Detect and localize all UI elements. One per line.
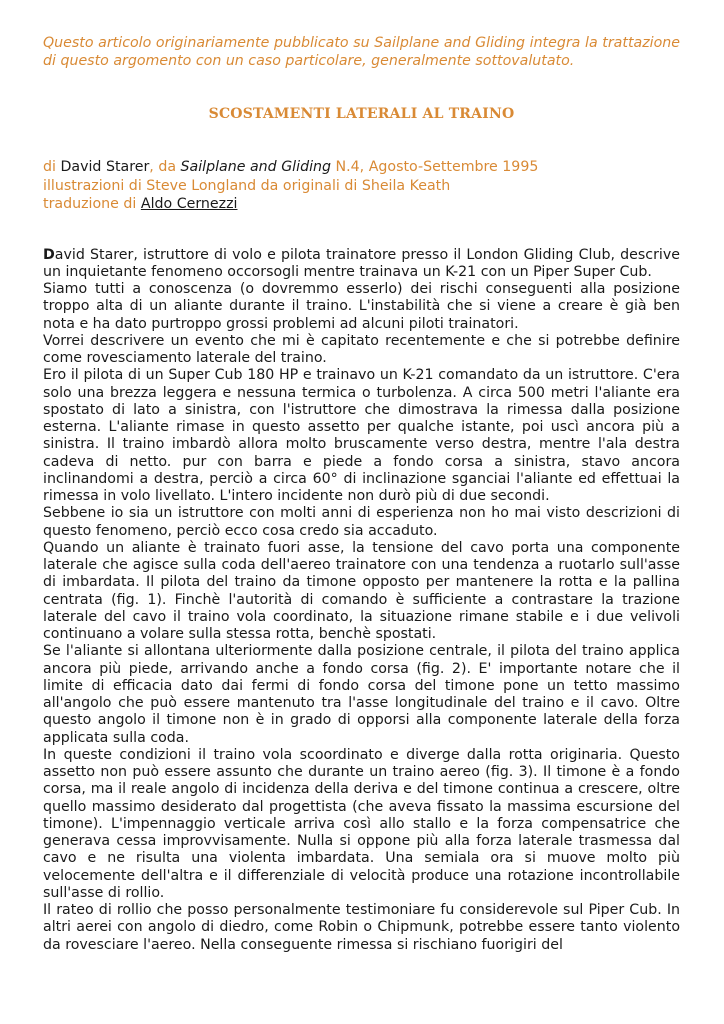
source-prefix: , da xyxy=(149,159,181,175)
byline xyxy=(43,158,680,177)
body-paragraph: Quando un aliante è trainato fuori asse, la tensione del cavo porta una componente laterale che agisce sulla coda dell'aereo trainatore con una tendenza a ruotarlo sull'asse di imbardata. Il pilota del traino da timone opposto per mantenere la rotta e la pallina centrata (fig. 1). Finchè l'autorità di comando è sufficiente a contrastare la trazione laterale del cavo il traino vola coordinato, la situazione rimane stabile e i due velivoli continuano a volare sulla stessa rotta, benchè spostati. xyxy=(43,539,680,642)
body-paragraph: Il rateo di rollio che posso personalmente testimoniare fu considerevole sul Piper Cub. In altri aerei con angolo di diedro, come Robin o Chipmunk, potrebbe essere tanto violento da rovesciare l'aereo. Nella conseguente rimessa si rischiano fuorigiri del xyxy=(43,902,680,953)
body-paragraph: Vorrei descrivere un evento che mi è capitato recentemente e che si potrebbe definire come rovesciamento laterale del traino. xyxy=(43,332,680,366)
article-credits xyxy=(43,158,680,214)
translation-prefix: traduzione di xyxy=(43,196,141,212)
translation-credit xyxy=(43,195,680,214)
body-paragraph: Ero il pilota di un Super Cub 180 HP e trainavo un K-21 comandato da un istruttore. C'era solo una brezza leggera e nessuna termica o turbolenza. A circa 500 metri l'aliante era spostato di lato a sinistra, con l'istruttore che dimostrava la rimessa dalla posizione esterna. L'aliante rimase in questo assetto per qualche istante, poi uscì ancora più a sinistra. Il traino imbardò allora molto bruscamente verso destra, mentre l'ala destra cadeva di netto. pur con barra e piede a fondo corsa a sinistra, stavo ancora inclinandomi a destra, perciò a circa 60° di inclinazione sganciai l'aliante ed effettuai la rimessa in volo livellato. L'intero incidente non durò più di due secondi. xyxy=(43,367,680,504)
body-paragraph: Siamo tutti a conoscenza (o dovremmo esserlo) dei rischi conseguenti alla posizione troppo alta di un aliante durante il traino. L'instabilità che si viene a creare è già ben nota e ha dato purtroppo grossi problemi ad alcuni piloti trainatori. xyxy=(43,281,680,332)
body-paragraph: In queste condizioni il traino vola scoordinato e diverge dalla rotta originaria. Questo assetto non può essere assunto che durante un traino aereo (fig. 3). Il timone è a fondo corsa, ma il reale angolo di incidenza della deriva e del timone continua a crescere, oltre quello massimo desiderato dal progettista (che aveva fissato la massima escursione del timone). L'impennaggio verticale arriva così allo stallo e la forza compensatrice che generava cessa improvvisamente. Nulla si oppone più alla forza laterale trasmessa dal cavo e ne risulta una violenta imbardata. Una semiala ora si muove molto più velocemente dell'altra e il differenziale di velocità produce una rotazione incontrollabile sull'asse di rollio. xyxy=(43,746,680,901)
article-title: SCOSTAMENTI LATERALI AL TRAINO xyxy=(208,106,515,122)
author-name: David Starer xyxy=(60,159,150,175)
first-paragraph-text: avid Starer, istruttore di volo e pilota trainatore presso il London Gliding Club, descrive un inquietante fenomeno occorsogli mentre trainava un K-21 con un Piper Super Cub. xyxy=(43,246,680,280)
illustrations-credit: illustrazioni di Steve Longland da originali di Sheila Keath xyxy=(43,177,451,194)
body-paragraph xyxy=(43,247,680,282)
byline-prefix: di xyxy=(43,159,61,175)
drop-cap: D xyxy=(43,246,55,263)
article-body xyxy=(43,247,680,954)
intro-note: Questo articolo originariamente pubblicato su Sailplane and Gliding integra la trattazione di questo argomento con un caso particolare, generalmente sottovalutato. xyxy=(43,35,680,69)
magazine-name: Sailplane and Gliding xyxy=(180,159,332,175)
body-paragraph: Se l'aliante si allontana ulteriormente dalla posizione centrale, il pilota del traino applica ancora più piede, arrivando anche a fondo corsa (fig. 2). E' importante notare che il limite di efficacia dato dai fermi di fondo corsa del timone pone un tetto massimo all'angolo che può essere mantenuto tra l'asse longitudinale del traino e il cavo. Oltre questo angolo il timone non è in grado di opporsi alla componente laterale della forza applicata sulla coda. xyxy=(43,643,680,746)
body-paragraph: Sebbene io sia un istruttore con molti anni di esperienza non ho mai visto descrizioni di questo fenomeno, perciò ecco cosa credo sia accaduto. xyxy=(43,505,680,539)
translator-link[interactable]: Aldo Cernezzi xyxy=(140,196,238,212)
issue-info: N.4, Agosto-Settembre 1995 xyxy=(331,159,539,175)
